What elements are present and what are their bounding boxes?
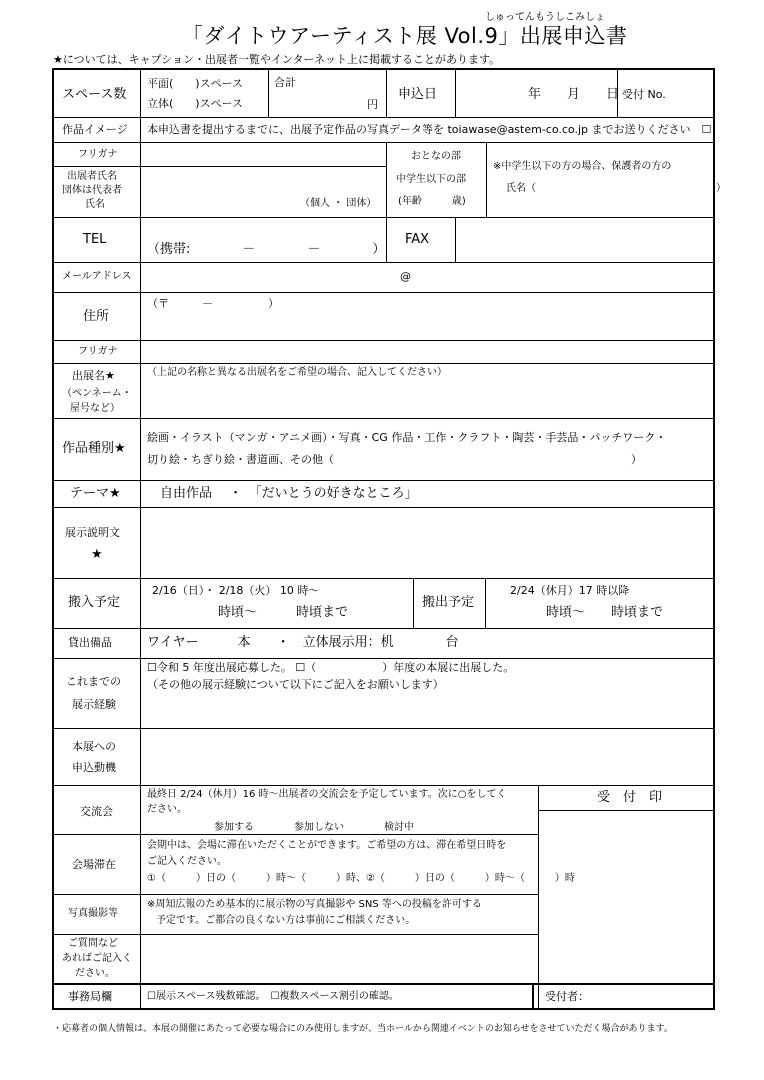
exchange-label: 交流会 bbox=[80, 805, 113, 818]
carry-in-time-field[interactable]: 時頃～ 時頃まで bbox=[218, 605, 349, 620]
genre-options-line1[interactable]: 絵画・イラスト（マンガ・アニメ画）・写真・CG 作品・工作・クラフト・陶芸・手芸品・パッチワーク・ bbox=[147, 431, 667, 444]
furigana-label: フリガナ bbox=[78, 149, 118, 160]
pen-name-label: （ペンネーム・ bbox=[62, 388, 132, 399]
exhibit-name-note: （上記の名称と異なる出展名をご希望の場合、記入してください） bbox=[147, 367, 447, 378]
title-ruby: しゅってんもうしこみしょ bbox=[485, 12, 605, 23]
application-form-frame bbox=[52, 68, 715, 1010]
shop-name-label: 屋号など） bbox=[70, 403, 120, 414]
history-checkboxes[interactable]: ☐令和 5 年度出展応募した。 ☐（ ）年度の本展に出展した。 bbox=[147, 661, 515, 674]
history-label: これまでの bbox=[66, 675, 121, 688]
equipment-field[interactable]: ワイヤー 本 ・ 立体展示用：机 台 bbox=[147, 635, 459, 650]
stay-note-line2: ご記入ください。 bbox=[147, 856, 227, 867]
photo-note-line2: 予定です。ご都合の良くない方は事前にご相談ください。 bbox=[156, 915, 416, 926]
total-label: 合計 bbox=[274, 76, 296, 89]
apply-date-field[interactable]: 年 月 日 bbox=[528, 87, 620, 102]
email-label: メールアドレス bbox=[62, 271, 132, 282]
postal-code-field[interactable]: （〒 － ） bbox=[147, 297, 279, 310]
reception-stamp-label: 受 付 印 bbox=[597, 790, 663, 805]
space-count-label: スペース数 bbox=[62, 87, 127, 102]
photo-label: 写真撮影等 bbox=[68, 908, 118, 919]
carry-in-label: 搬入予定 bbox=[68, 595, 121, 610]
questions-label-3: ださい。 bbox=[75, 968, 115, 979]
representative-label: 団体は代表者 bbox=[62, 185, 122, 196]
fax-label: FAX bbox=[405, 232, 430, 247]
publication-notice: ★については、キャプション・出展者一覧やインターネット上に掲載することがあります。 bbox=[53, 53, 501, 66]
individual-group-selector[interactable]: （個人 ・ 団体） bbox=[300, 198, 377, 209]
receiver-label: 受付者： bbox=[545, 990, 589, 1003]
motive-label: 本展への bbox=[72, 740, 116, 753]
carry-out-date: 2/24（休月）17 時以降 bbox=[510, 584, 630, 597]
motive-label-2: 申込動機 bbox=[72, 761, 116, 774]
stay-label: 会場滞在 bbox=[72, 858, 116, 871]
description-star: ★ bbox=[91, 547, 103, 562]
work-image-label: 作品イメージ bbox=[62, 123, 128, 136]
yen-label: 円 bbox=[367, 98, 378, 111]
history-label-2: 展示経験 bbox=[72, 698, 116, 711]
carry-out-label: 搬出予定 bbox=[422, 595, 475, 610]
questions-label: ご質問など bbox=[68, 938, 118, 949]
exhibit-name-label: 出展名★ bbox=[72, 369, 115, 382]
office-use-label: 事務局欄 bbox=[68, 990, 112, 1003]
theme-options[interactable]: 自由作品 ・ 「だいとうの好きなところ」 bbox=[160, 486, 418, 501]
exhibit-name-furigana-label: フリガナ bbox=[78, 346, 118, 357]
privacy-footer: ・応募者の個人情報は、本展の開催にあたって必要な場合にのみ使用しますが、当ホールから関連イベントのお知らせをさせていただく場合があります。 bbox=[53, 1024, 673, 1034]
applicant-name-label: 出展者氏名 bbox=[67, 171, 117, 182]
equipment-label: 貸出備品 bbox=[68, 636, 112, 649]
exchange-options[interactable]: 参加する 参加しない 検討中 bbox=[214, 822, 414, 833]
address-label: 住所 bbox=[83, 309, 110, 324]
exchange-note-line1: 最終日 2/24（休月）16 時～出展者の交流会を予定しています。次に○をしてく bbox=[147, 789, 507, 800]
photo-note-line1: ※周知広報のため基本的に展示物の写真撮影や SNS 等への投稿を許可する bbox=[147, 899, 482, 910]
carry-out-time-field[interactable]: 時頃～ 時頃まで bbox=[546, 605, 664, 620]
stay-datetime-fields[interactable]: ①（ ）日の（ ）時～（ ）時、②（ ）日の（ ）時～（ ）時 bbox=[147, 873, 575, 884]
description-label: 展示説明文 bbox=[65, 526, 120, 539]
exchange-note-line2: ださい。 bbox=[147, 804, 187, 815]
mobile-field[interactable]: （携帯: － － ） bbox=[147, 242, 386, 257]
email-at-sign: @ bbox=[400, 270, 411, 283]
guardian-name-field[interactable]: 氏名（ ） bbox=[506, 183, 726, 194]
questions-label-2: あればご記入く bbox=[62, 953, 132, 964]
name-label: 氏名 bbox=[85, 199, 105, 210]
page-title: 「ダイトウアーティスト展 Vol.9」出展申込書 bbox=[182, 24, 628, 48]
theme-label: テーマ★ bbox=[70, 486, 121, 501]
guardian-note: ※中学生以下の方の場合、保護者の方の bbox=[493, 161, 672, 172]
apply-date-label: 申込日 bbox=[398, 87, 438, 102]
adult-division[interactable]: おとなの部 bbox=[411, 151, 461, 162]
receipt-number-label: 受付 No. bbox=[622, 88, 666, 101]
stay-note-line1: 会期中は、会場に滞在いただくことができます。ご希望の方は、滞在希望日時を bbox=[147, 840, 507, 851]
carry-in-dates[interactable]: 2/16（日）・ 2/18（火） 10 時～ bbox=[152, 584, 320, 597]
genre-label: 作品種別★ bbox=[62, 441, 126, 456]
genre-options-line2[interactable]: 切り絵・ちぎり絵・書道画、その他（ ） bbox=[147, 453, 642, 466]
tel-label: TEL bbox=[83, 232, 107, 247]
office-checkboxes[interactable]: ☐展示スペース残数確認。 ☐複数スペース割引の確認。 bbox=[147, 991, 399, 1002]
history-instruction: （その他の展示経験について以下にご記入をお願いします） bbox=[147, 678, 444, 691]
flat-space-field[interactable]: 平面( )スペース bbox=[147, 77, 244, 90]
junior-division[interactable]: 中学生以下の部 bbox=[396, 174, 466, 185]
age-field[interactable]: (年齢 歳) bbox=[398, 196, 466, 207]
work-image-instruction[interactable]: 本申込書を提出するまでに、出展予定作品の写真データ等を toiawase@astem-co.co.jp までお送りください ☐ bbox=[147, 123, 712, 136]
stand-space-field[interactable]: 立体( )スペース bbox=[147, 97, 244, 110]
